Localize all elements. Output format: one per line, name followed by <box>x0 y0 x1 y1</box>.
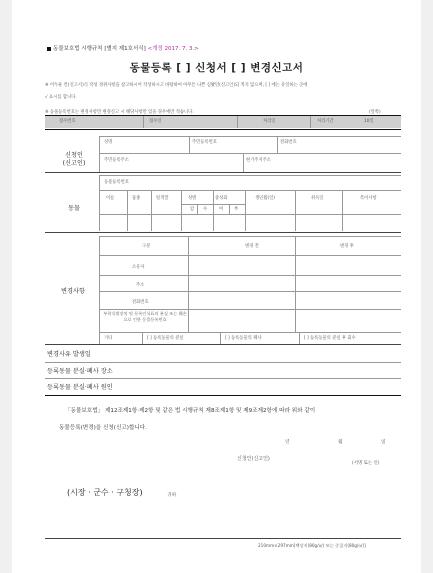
option-animal-died[interactable]: [ ] 등록동물의 폐사 <box>225 336 262 341</box>
change-reason-date-label: 변경사유 발생일 <box>47 351 91 358</box>
applicant-current-address-label: 현거주지주소 <box>246 158 271 163</box>
bullet-icon <box>47 47 51 51</box>
animal-col-birth-date: 생년월(일) <box>255 196 275 201</box>
change-col-before: 변경 전 <box>245 244 259 249</box>
date-day-label: 일 <box>381 440 386 445</box>
receipt-date-label: 접수일 <box>149 119 162 124</box>
processing-period-label: 처리기간 <box>317 119 334 124</box>
change-row-owner: 소유자 <box>132 265 145 270</box>
signer-label: 신청인(신고인) <box>237 456 270 462</box>
processing-date-label: 처리일 <box>263 119 276 124</box>
animal-registration-number-label: 동물등록번호 <box>104 180 129 185</box>
animal-neutered-yes: 여 <box>219 207 224 212</box>
applicant-name-label: 성명 <box>104 140 113 145</box>
animal-col-breed: 품종 <box>132 196 141 201</box>
instruction-note-3: ※ 동물등록번호는 변경사항만 변경신고 시 해당사항만 있을 경우에만 적습니다. <box>45 110 194 115</box>
animal-neutered-no: 부 <box>234 207 239 212</box>
animal-sex-female: 암 <box>190 207 195 212</box>
instruction-note-2: √ 표시를 합니다. <box>45 95 77 100</box>
change-row-phone: 전화번호 <box>132 300 149 305</box>
processing-period-value: 10일 <box>364 119 374 124</box>
option-animal-lost-recovered[interactable]: [ ] 등록동물의 분실 후 회수 <box>304 336 356 341</box>
change-col-after: 변경 후 <box>340 244 354 249</box>
instruction-note-1: ※ 어두운 칸(신고서)식 작성 경위사항을 참고하시어 작성하시고 바탕하여 아무튼 나쁜 심봤던(신고인)되 적지 않으며, [ ] 에는 유일하는 곳에 <box>45 83 308 88</box>
paper-spec-footer: 210mm×297mm[백상지(80g/㎡) 또는 중질지(80g/㎡)] <box>258 543 366 548</box>
applicant-address-label: 주민등록주소 <box>104 158 129 163</box>
animal-col-acquired-date: 취득일 <box>311 196 324 201</box>
recipient-title: (시장 · 군수 · 구청장) <box>67 488 143 497</box>
animal-col-neutered: 중성화 <box>215 196 228 201</box>
applicant-phone-label: 전화번호 <box>280 140 297 145</box>
form-title: 동물등록 [ ] 신청서 [ ] 변경신고서 <box>129 62 304 74</box>
signature-hint: (서명 또는 인) <box>352 461 380 466</box>
receipt-row <box>45 116 401 128</box>
animal-col-fur-color: 털색깔 <box>156 196 169 201</box>
declaration-text-2: 동물등록(변경)을 신청(신고)합니다. <box>59 425 147 431</box>
applicant-section-sublabel: (신고인) <box>62 160 86 167</box>
recipient-honorific: 귀하 <box>167 493 177 498</box>
animal-col-sex: 성별 <box>188 196 197 201</box>
change-other-label: 기타 <box>104 336 113 341</box>
lost-death-cause-label: 등록동물 분실·폐사 원인 <box>47 384 113 391</box>
change-col-item: 구분 <box>142 244 151 249</box>
revision-note: <개정 2017. 7. 3.> <box>147 46 199 52</box>
option-animal-lost[interactable]: [ ] 등록동물의 분실 <box>147 336 184 341</box>
animal-sex-male: 수 <box>203 207 208 212</box>
change-row-address: 주소 <box>136 283 145 288</box>
law-reference: 동물보호법 시행규칙 [별지 제1호서식] <개정 2017. 7. 3.> <box>47 44 199 52</box>
receipt-number-label: 접수번호 <box>59 119 76 124</box>
date-month-label: 월 <box>338 440 343 445</box>
form-page <box>12 0 421 573</box>
animal-section-label: 동물 <box>68 205 80 212</box>
date-year-label: 년 <box>285 440 290 445</box>
page-side-label: (앞쪽) <box>369 110 381 115</box>
animal-col-name: 이름 <box>106 196 115 201</box>
change-section-label: 변경사항 <box>61 288 85 295</box>
change-row-lost-tag-registration-number: 부착식별장치 및 등록인식표의 분실 또는 훼손으로 인한 동물등록번호 <box>103 311 187 322</box>
animal-col-notes: 특이사항 <box>360 196 377 201</box>
applicant-section-label: 신청인 <box>65 152 83 159</box>
lost-death-place-label: 등록동물 분실·폐사 장소 <box>47 368 113 375</box>
declaration-text-1: 「동물보호법」 제12조제1항·제2항 및 같은 법 시행규칙 제8조제1항 및 제9조제2항에 따라 위와 같이 <box>65 408 316 414</box>
applicant-resident-number-label: 주민등록번호 <box>192 140 217 145</box>
